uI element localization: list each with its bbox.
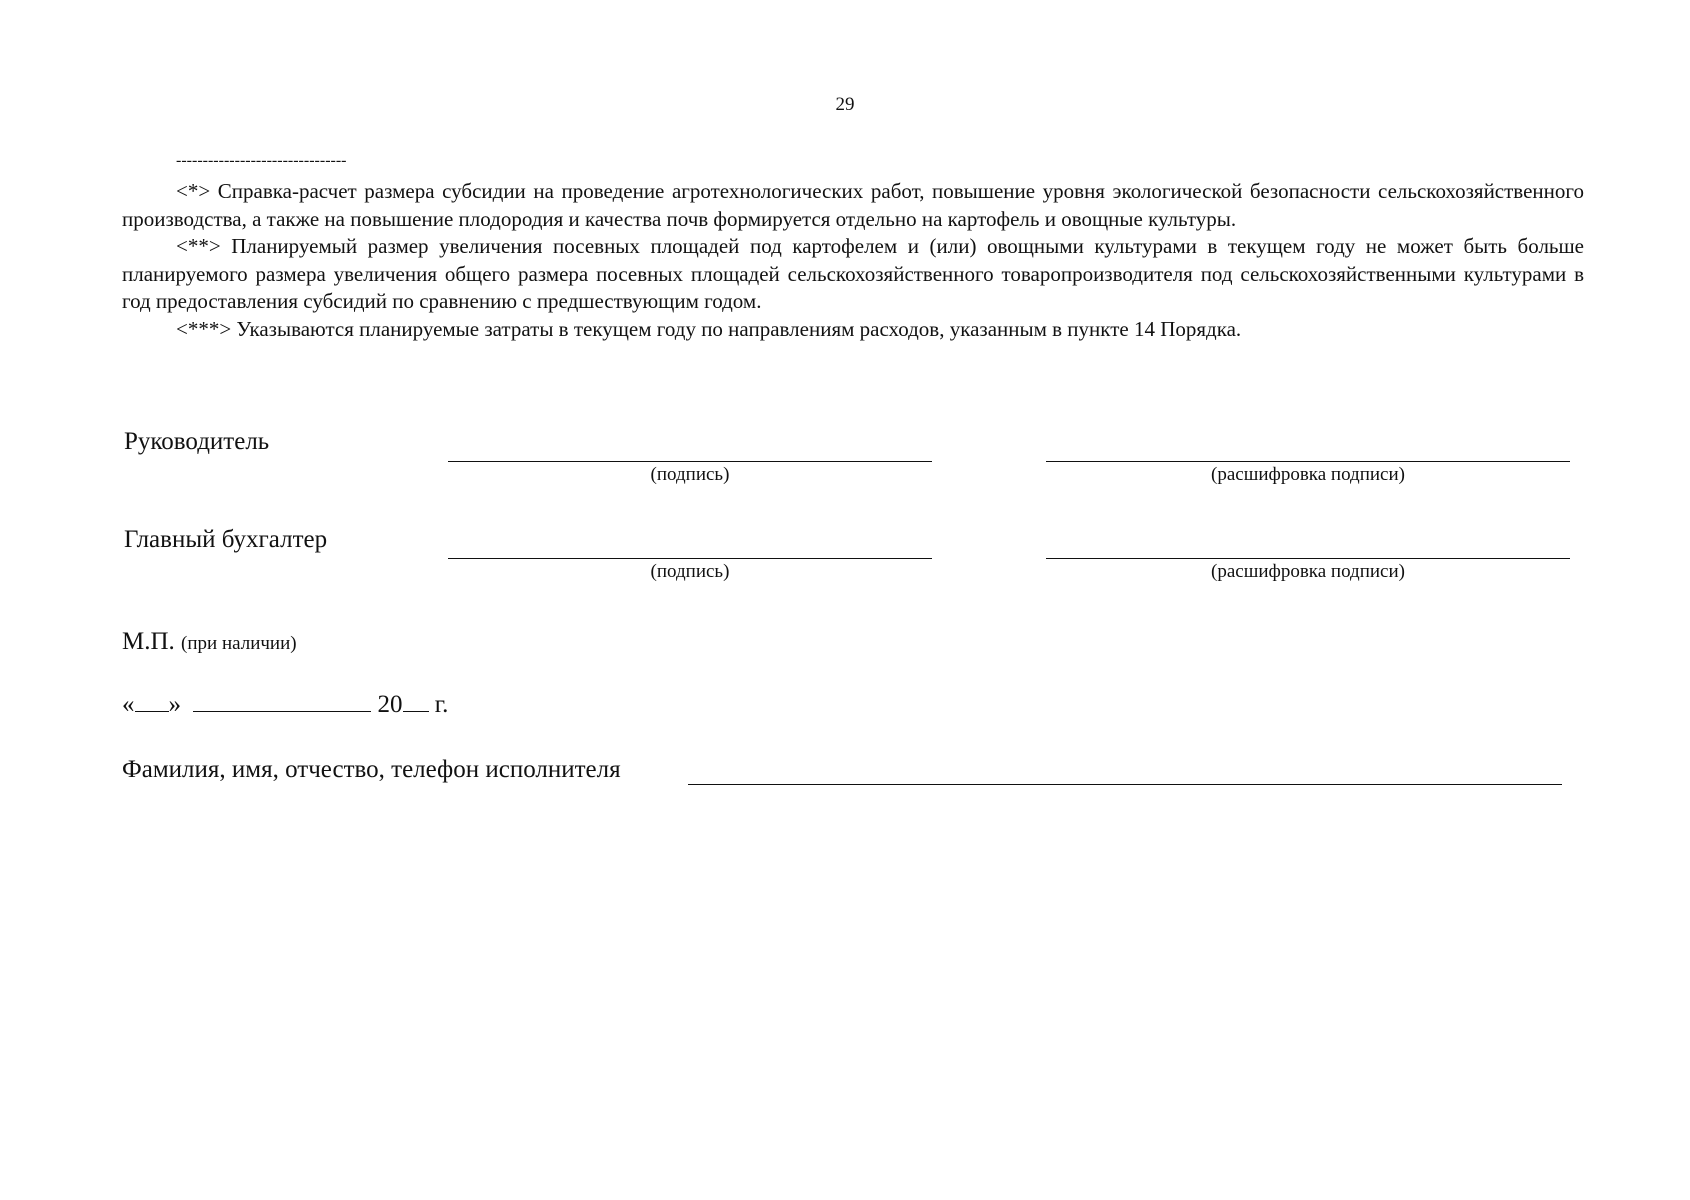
page-number: 29 — [835, 94, 855, 115]
chief-accountant-signature-caption: (подпись) — [650, 561, 730, 582]
footnotes — [122, 178, 1584, 343]
year-blank[interactable] — [403, 689, 429, 712]
director-decryption-line[interactable] — [1046, 461, 1570, 462]
chief-accountant-label: Главный бухгалтер — [124, 526, 328, 553]
month-blank[interactable] — [193, 689, 371, 712]
director-label: Руководитель — [124, 428, 270, 455]
director-signature-line[interactable] — [448, 461, 932, 462]
date-field — [122, 689, 448, 719]
executor-input-line[interactable] — [688, 784, 1562, 785]
footnote-3: <***> Указываются планируемые затраты в текущем году по направлениям расходов, указанным в пункте 14 Порядка. — [176, 316, 1242, 341]
footnote-2: <**> Планируемый размер увеличения посевных площадей под картофелем и (или) овощными культурами в текущем году не может быть больше планируемого размера увеличения общего размера посевных площадей сельскохозяйственного товаропроизводителя под сельскохозяйственными культурами в год предоставления субсидий по сравнению с предшествующим годом. — [122, 234, 1584, 313]
stamp-note: (при наличии) — [181, 633, 297, 654]
date-open-quote: « — [122, 691, 135, 718]
footnote-1: <*> Справка-расчет размера субсидии на проведение агротехнологических работ, повышение уровня экологической безопасности сельскохозяйственного производства, а также на повышение плодородия и качества почв формируется отдельно на картофель и овощные культуры. — [122, 179, 1584, 231]
footnote-separator: -------------------------------- — [176, 152, 347, 169]
executor-label: Фамилия, имя, отчество, телефон исполнителя — [122, 756, 621, 783]
year-prefix: 20 — [377, 691, 403, 718]
stamp-place — [122, 628, 297, 656]
director-signature-caption: (подпись) — [650, 464, 730, 485]
day-blank[interactable] — [135, 689, 169, 712]
chief-accountant-decryption-line[interactable] — [1046, 558, 1570, 559]
director-decryption-caption: (расшифровка подписи) — [1211, 464, 1405, 485]
chief-accountant-decryption-caption: (расшифровка подписи) — [1211, 561, 1405, 582]
year-suffix: г. — [434, 691, 449, 718]
chief-accountant-signature-line[interactable] — [448, 558, 932, 559]
date-close-quote: » — [168, 691, 181, 718]
stamp-label: М.П. — [122, 628, 175, 655]
